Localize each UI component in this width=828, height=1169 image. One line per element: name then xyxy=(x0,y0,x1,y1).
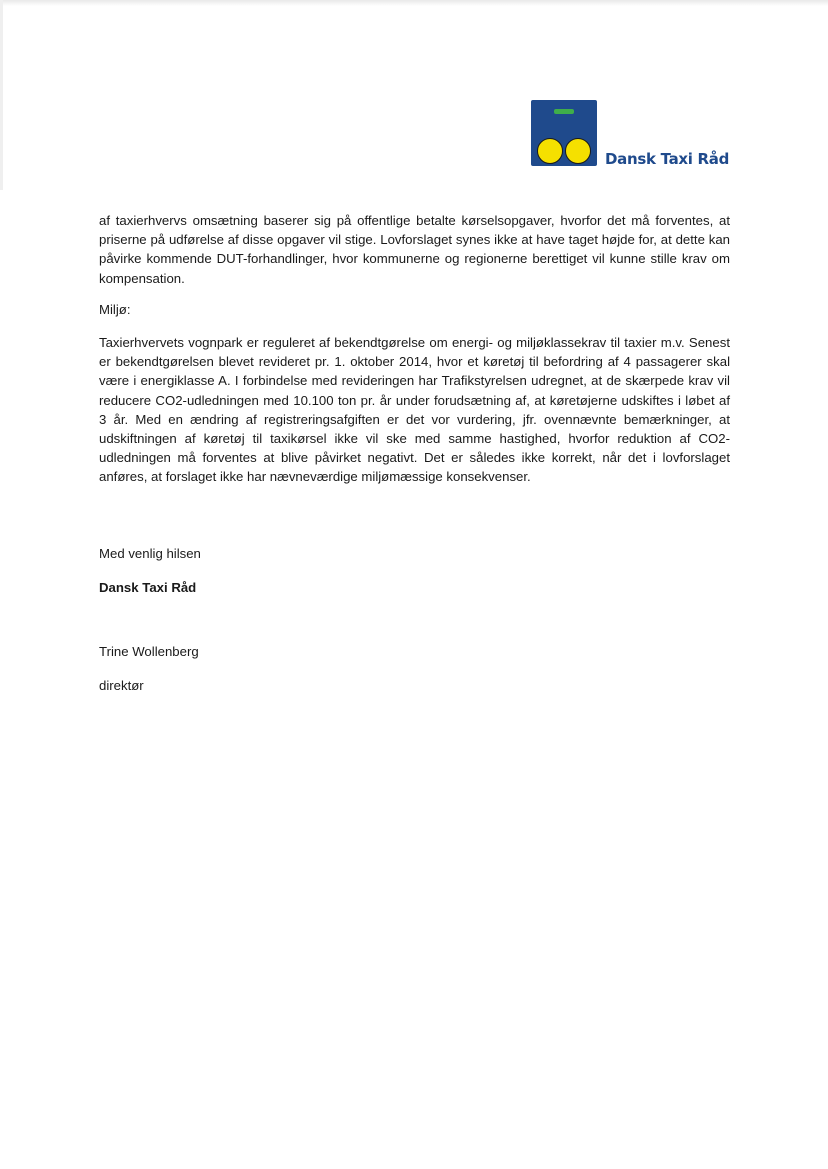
logo-yellow-circle-icon xyxy=(537,138,563,164)
logo-text: Dansk Taxi Råd xyxy=(605,150,730,168)
dansk-taxi-raad-logo xyxy=(531,100,730,172)
logo-yellow-circle-icon xyxy=(565,138,591,164)
paragraph-environment: Taxierhvervets vognpark er reguleret af bekendtgørelse om energi- og miljøklassekrav til taxier m.v. Senest er bekendtgørelsen blevet revideret pr. 1. oktober 2014, hvor et køretøj til befordring af 4 passagerer skal være i energiklasse A. I forbindelse med revideringen har Trafikstyrelsen udregnet, at de skærpede krav vil reducere CO2-udledningen med 10.100 ton pr. år under forudsætning af, at køretøjerne udskiftes i løbet af 3 år. Med en ændring af registreringsafgiften er det vor vurdering, jfr. ovennævnte bemærkninger, at udskiftningen af køretøj til taxikørsel ikke vil ske med samme hastighed, hvorfor reduktion af CO2-udledningen må forventes at blive påvirket negativt. Det er således ikke korrekt, når det i lovforslaget anføres, at forslaget ikke har nævneværdige miljømæssige konsekvenser. xyxy=(99,335,730,485)
logo-square-icon xyxy=(531,100,597,166)
scan-edge-top xyxy=(0,0,828,6)
paragraph-compensation: af taxierhvervs omsætning baserer sig på offentlige betalte kørselsopgaver, hvorfor det må forventes, at priserne på udførelse af disse opgaver vil stige. Lovforslaget synes ikke at have taget højde for, at dette kan påvirke kommende DUT-forhandlinger, hvor kommunerne og regionerne berettiget vil kunne stille krav om kompensation. xyxy=(99,213,730,286)
closing-greeting: Med venlig hilsen xyxy=(99,546,201,561)
logo-green-bar-icon xyxy=(554,109,574,114)
letter-body xyxy=(99,211,730,499)
signer-title: direktør xyxy=(99,678,144,693)
closing-organization: Dansk Taxi Råd xyxy=(99,580,197,595)
signer-name: Trine Wollenberg xyxy=(99,644,199,659)
section-heading-miljo: Miljø: xyxy=(99,301,131,317)
scan-edge-left xyxy=(0,0,3,190)
